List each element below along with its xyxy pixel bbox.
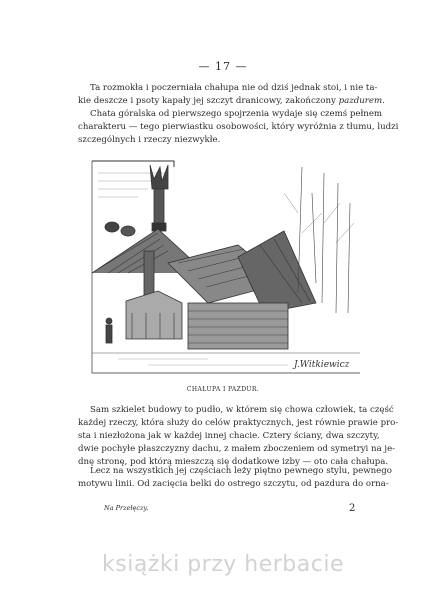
footer-source-title: Na Przełęczy. bbox=[104, 504, 149, 512]
text-line: szczególnych i rzeczy niezwykłe. bbox=[78, 135, 221, 145]
illustration-caption: CHAŁUPA I PAZDUR. bbox=[186, 386, 260, 393]
illustration-hut-and-pazdur bbox=[88, 153, 364, 379]
paragraph-character bbox=[78, 108, 399, 147]
text-line: dnę stronę, pod którą mieszczą się dodatkowe izby — oto cała chałupa. bbox=[78, 457, 389, 467]
paragraph-intro bbox=[78, 82, 385, 108]
page-number: — 17 — bbox=[198, 60, 248, 73]
text-line: charakteru — tego pierwiastku osobowości, który wyróżnia z tłumu, ludzi bbox=[78, 122, 399, 132]
emphasis-term: pazdurem. bbox=[338, 96, 385, 106]
text-line: sta i niezłożona jak w każdej innej chacie. Cztery ściany, dwa szczyty, bbox=[78, 431, 380, 441]
illustrator-signature: J.Witkiewicz bbox=[294, 360, 350, 370]
text-line: Ta rozmokła i poczerniała chałupa nie od dziś jednak stoi, i nie ta- bbox=[90, 83, 378, 93]
paragraph-style bbox=[78, 465, 392, 491]
paragraph-structure bbox=[78, 404, 399, 469]
text-line: każdej rzeczy, która służy do celów praktycznych, jest równie prawie pro- bbox=[78, 418, 399, 428]
text-line: dwie pochyłe płaszczyzny dachu, z małem zboczeniem od symetryi na je- bbox=[78, 444, 396, 454]
signature-mark: 2 bbox=[349, 503, 356, 514]
text-line: Chata góralska od pierwszego spojrzenia wydaje się czemś pełnem bbox=[90, 109, 383, 119]
watermark: książki przy herbacie bbox=[102, 552, 344, 577]
text-line: Lecz na wszystkich jej częściach leży piętno pewnego stylu, pewnego bbox=[90, 466, 392, 476]
text-line: motywu linii. Od zacięcia belki do ostrego szczytu, od pazdura do orna- bbox=[78, 479, 389, 489]
text-line: Sam szkielet budowy to pudło, w którem się chowa człowiek, ta część bbox=[90, 405, 394, 415]
text-fragment: kie deszcze i psoty kapały jej szczyt dranicowy, zakończony bbox=[78, 96, 339, 106]
text-line bbox=[78, 95, 385, 108]
